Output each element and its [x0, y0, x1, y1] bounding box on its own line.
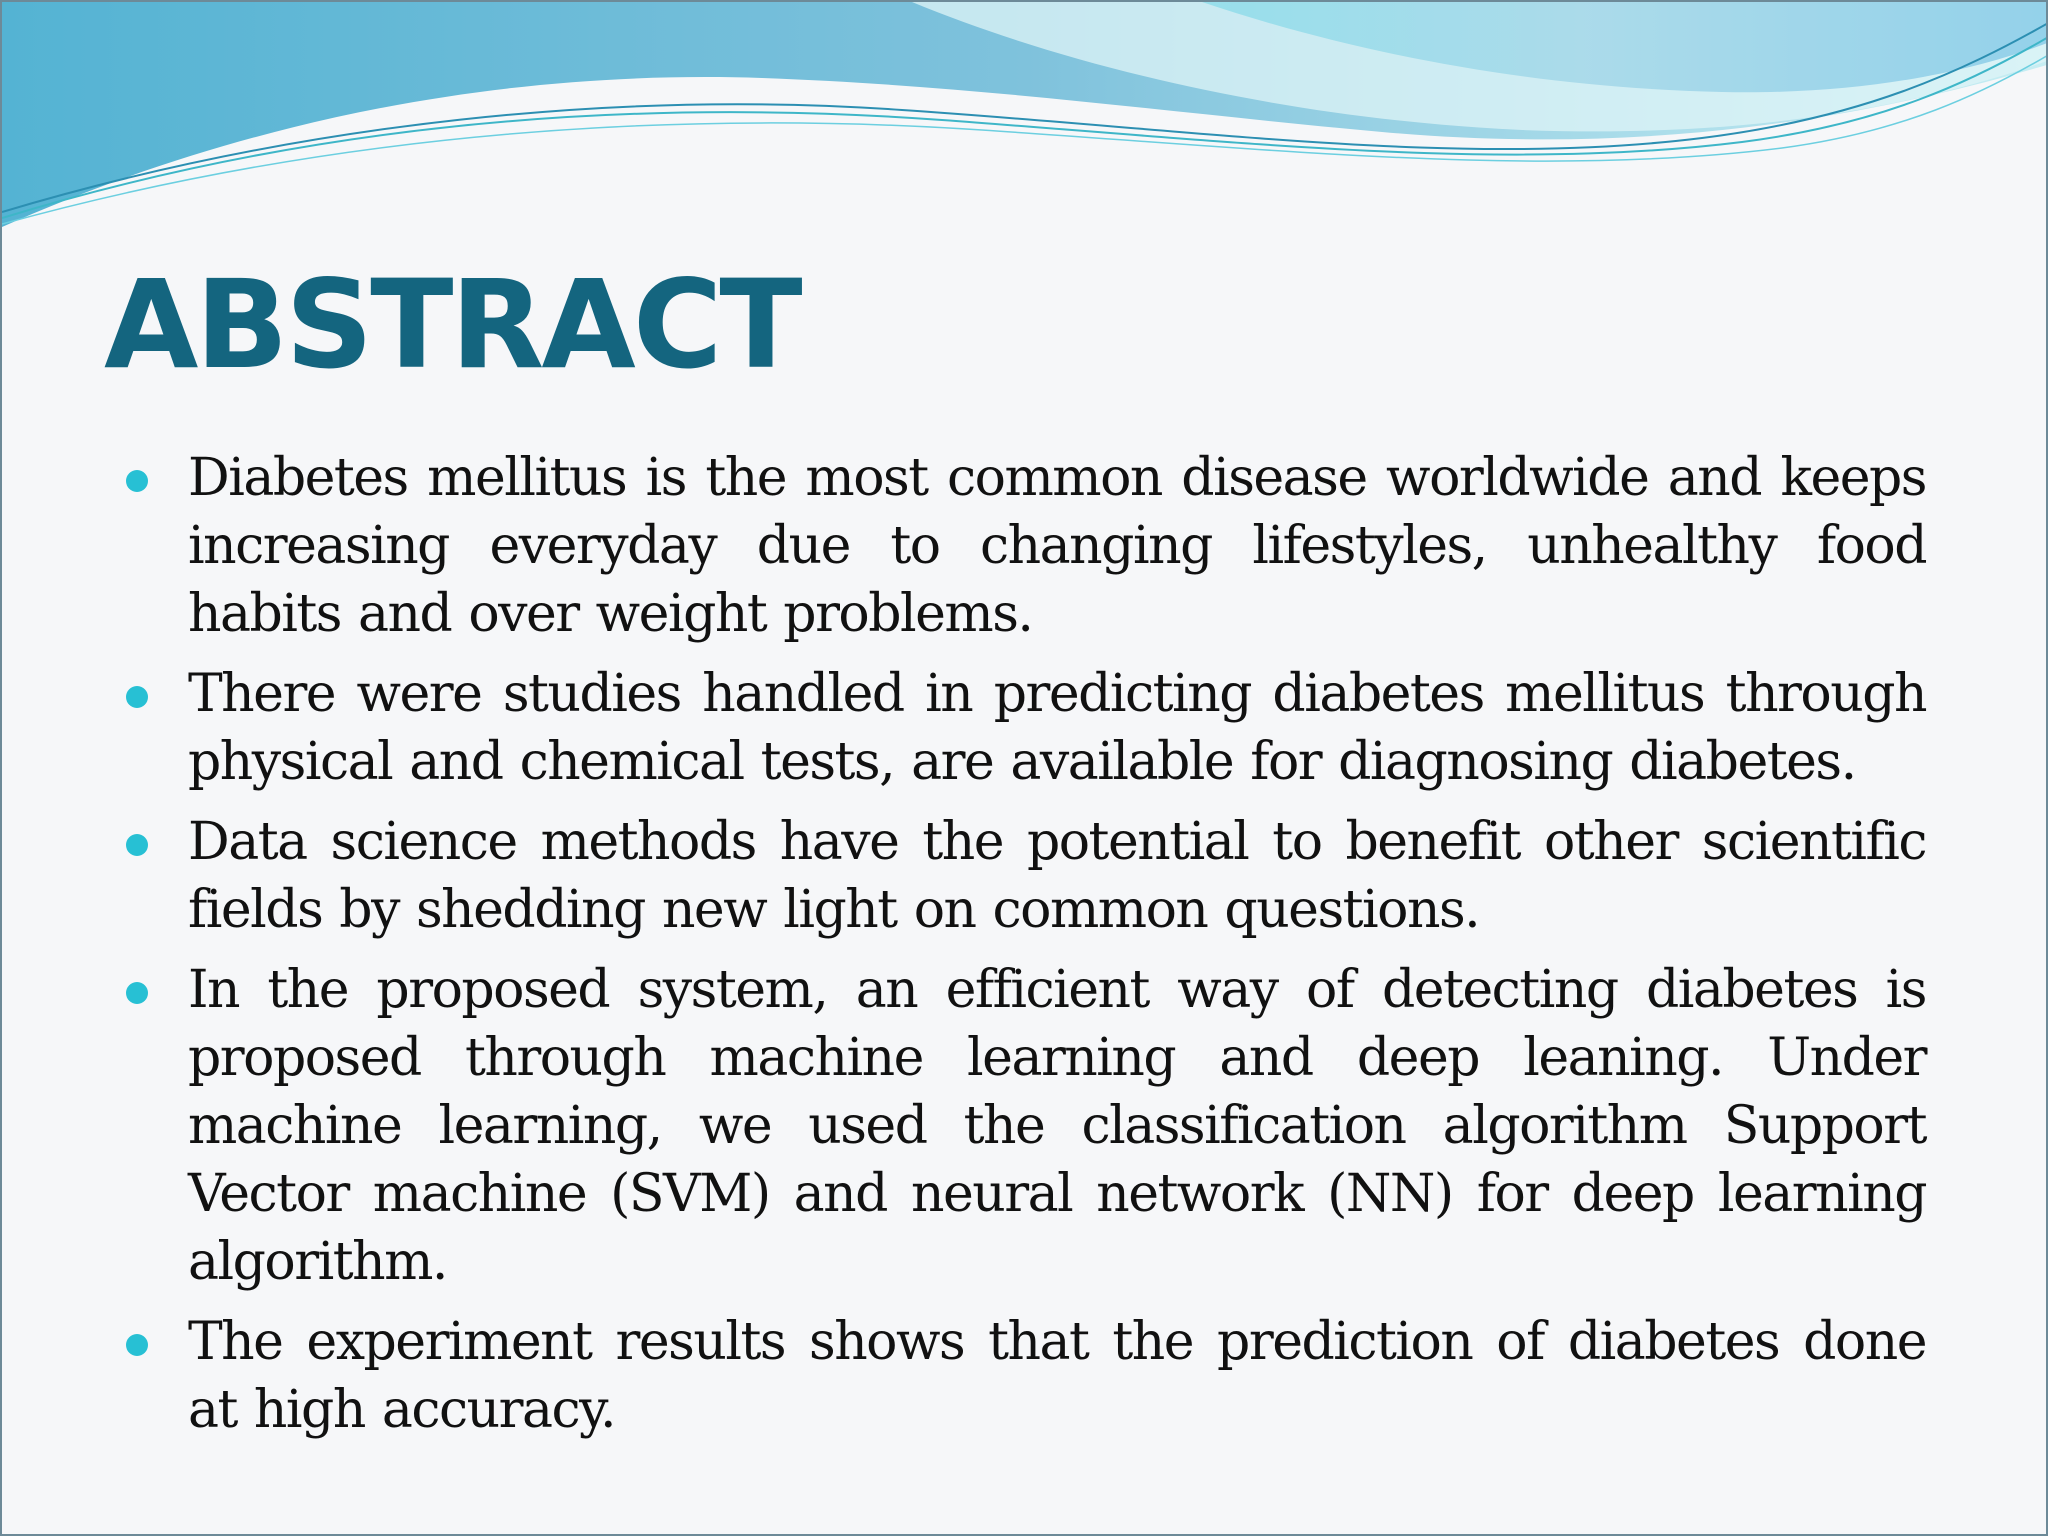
- bullet-item: [126, 444, 1926, 648]
- bullet-dot-icon: [126, 470, 148, 492]
- bullet-text: In the proposed system, an efficient way of detecting diabetes is proposed through machine learning and deep leaning. Under machine learning, we used the classification algorithm Support Vector machine (SVM) and neural network (NN) for deep learning algorithm.: [188, 960, 1926, 1292]
- bullet-dot-icon: [126, 686, 148, 708]
- bullet-item: [126, 956, 1926, 1296]
- abstract-bullet-list: [126, 444, 1926, 1456]
- slide-title: ABSTRACT: [104, 254, 800, 396]
- bullet-text: Diabetes mellitus is the most common disease worldwide and keeps increasing everyday due to changing lifestyles, unhealthy food habits and over weight problems.: [188, 448, 1926, 644]
- bullet-text: Data science methods have the potential to benefit other scientific fields by shedding new light on common questions.: [188, 812, 1926, 940]
- bullet-dot-icon: [126, 982, 148, 1004]
- bullet-item: [126, 660, 1926, 796]
- bullet-dot-icon: [126, 834, 148, 856]
- bullet-item: [126, 1308, 1926, 1444]
- bullet-item: [126, 808, 1926, 944]
- bullet-dot-icon: [126, 1334, 148, 1356]
- bullet-text: There were studies handled in predicting diabetes mellitus through physical and chemical tests, are available for diagnosing diabetes.: [188, 664, 1926, 792]
- bullet-text: The experiment results shows that the prediction of diabetes done at high accuracy.: [188, 1312, 1926, 1440]
- header-wave-decoration: [2, 2, 2048, 262]
